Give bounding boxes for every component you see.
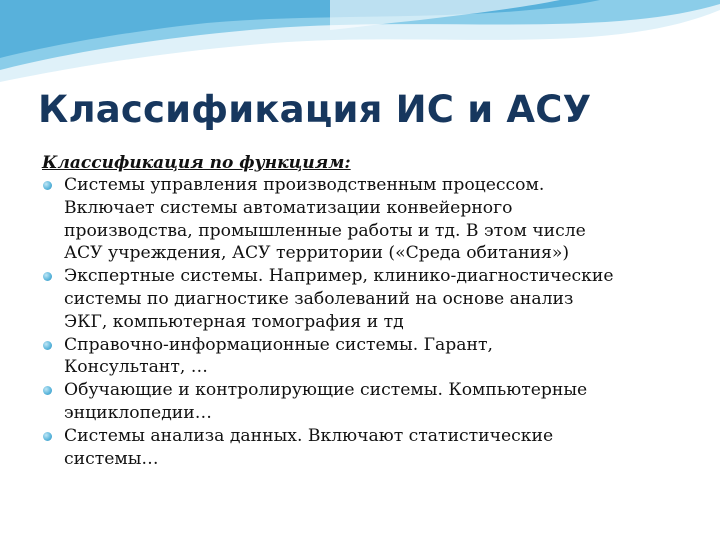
list-item: Справочно-информационные системы. Гарант, Консультант, …	[42, 334, 712, 380]
bullet-dot-icon	[43, 432, 52, 441]
subheading: Классификация по функциям:	[42, 153, 351, 173]
list-item: Обучающие и контролирующие системы. Компьютерные энциклопедии…	[42, 379, 712, 425]
bullet-dot-icon	[43, 181, 52, 190]
slide-title: Классификация ИС и АСУ	[38, 88, 592, 131]
list-item: Системы управления производственным процессом. Включает системы автоматизации конвейерного производства, промышленные работы и тд. В этом числе АСУ учреждения, АСУ территории («Среда обитания»)	[42, 174, 712, 265]
header-wave-decoration	[0, 0, 720, 90]
bullet-dot-icon	[43, 272, 52, 281]
bullet-dot-icon	[43, 386, 52, 395]
list-item: Системы анализа данных. Включают статистические системы…	[42, 425, 712, 471]
bullet-list	[42, 174, 712, 470]
list-item: Экспертные системы. Например, клинико-диагностические системы по диагностике заболеваний на основе анализ ЭКГ, компьютерная томография и тд	[42, 265, 712, 333]
bullet-dot-icon	[43, 341, 52, 350]
slide-content	[42, 152, 712, 470]
